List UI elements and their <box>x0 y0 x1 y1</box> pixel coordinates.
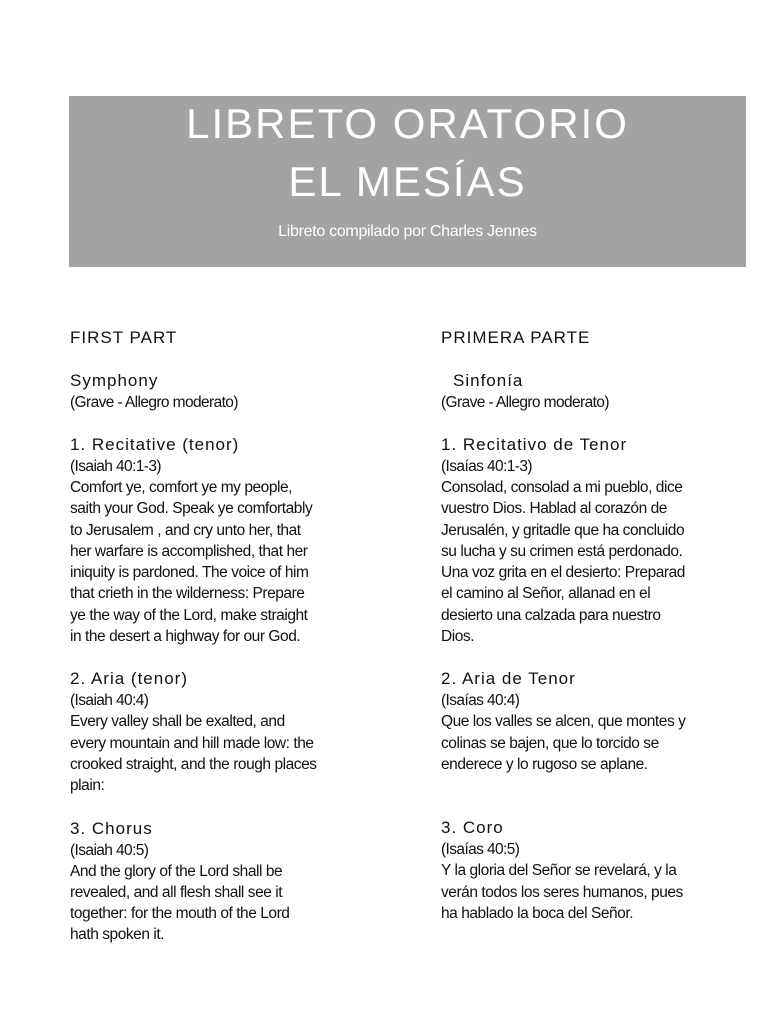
libretto-text: And the glory of the Lord shall be revealed, and all flesh shall see it together: for the mouth of the Lord hath spoken it. <box>70 862 290 944</box>
section-recitative <box>441 434 761 647</box>
symphony-title: Sinfonía <box>453 371 524 390</box>
libretto-text: Every valley shall be exalted, and every mountain and hill made low: the crooked straight, and the rough places plain: <box>70 713 317 795</box>
section-title: 3. Chorus <box>70 818 153 838</box>
scripture-reference: (Isaiah 40:5) <box>70 841 149 859</box>
section-title: 1. Recitativo de Tenor <box>441 435 628 454</box>
part-title: PRIMERA PARTE <box>441 328 591 347</box>
libretto-text: Que los valles se alcen, que montes y colinas se bajen, que lo torcido se enderece y lo rugoso se aplane. <box>441 713 686 773</box>
english-column <box>70 327 400 946</box>
scripture-reference: (Isaías 40:5) <box>441 841 520 859</box>
title-line-1: LIBRETO ORATORIO <box>186 100 629 147</box>
title-banner <box>69 96 746 267</box>
libretto-text: Consolad, consolad a mi pueblo, dice vuestro Dios. Hablad al corazón de Jerusalén, y gritadle que ha concluido su lucha y su crimen está perdonado. Una voz grita en el desierto: Preparad el camino al Señor, allanad en el desierto una calzada para nuestro Dios. <box>441 479 685 646</box>
libretto-text: Comfort ye, comfort ye my people, saith your God. Speak ye comfortably to Jerusalem , and cry unto her, that her warfare is accomplished, that her iniquity is pardoned. The voice of him that crieth in the wilderness: Prepare ye the way of the Lord, make straight in the desert a highway for our God. <box>70 479 313 646</box>
section-title: 2. Aria de Tenor <box>441 669 576 689</box>
spanish-column <box>441 327 761 924</box>
section-title: 3. Coro <box>441 818 504 838</box>
scripture-reference: (Isaiah 40:1-3) <box>70 458 161 475</box>
libretto-text: Y la gloria del Señor se revelará, y la verán todos los seres humanos, pues ha hablado la boca del Señor. <box>441 862 683 922</box>
scripture-reference: (Isaías 40:1-3) <box>441 458 532 475</box>
section-aria <box>441 668 761 775</box>
scripture-reference: (Isaiah 40:4) <box>70 692 149 710</box>
section-chorus <box>441 817 761 924</box>
symphony-tempo: (Grave - Allegro moderato) <box>70 394 238 411</box>
symphony-title: Symphony <box>70 371 159 390</box>
section-chorus <box>70 818 400 946</box>
title-line-2: EL MESÍAS <box>288 158 527 205</box>
symphony-tempo: (Grave - Allegro moderato) <box>441 394 609 411</box>
section-title: 2. Aria (tenor) <box>70 669 188 689</box>
section-recitative <box>70 434 400 647</box>
section-aria <box>70 668 400 796</box>
section-title: 1. Recitative (tenor) <box>70 435 240 454</box>
part-title: FIRST PART <box>70 328 178 347</box>
subtitle: Libreto compilado por Charles Jennes <box>278 223 537 240</box>
scripture-reference: (Isaías 40:4) <box>441 692 520 710</box>
